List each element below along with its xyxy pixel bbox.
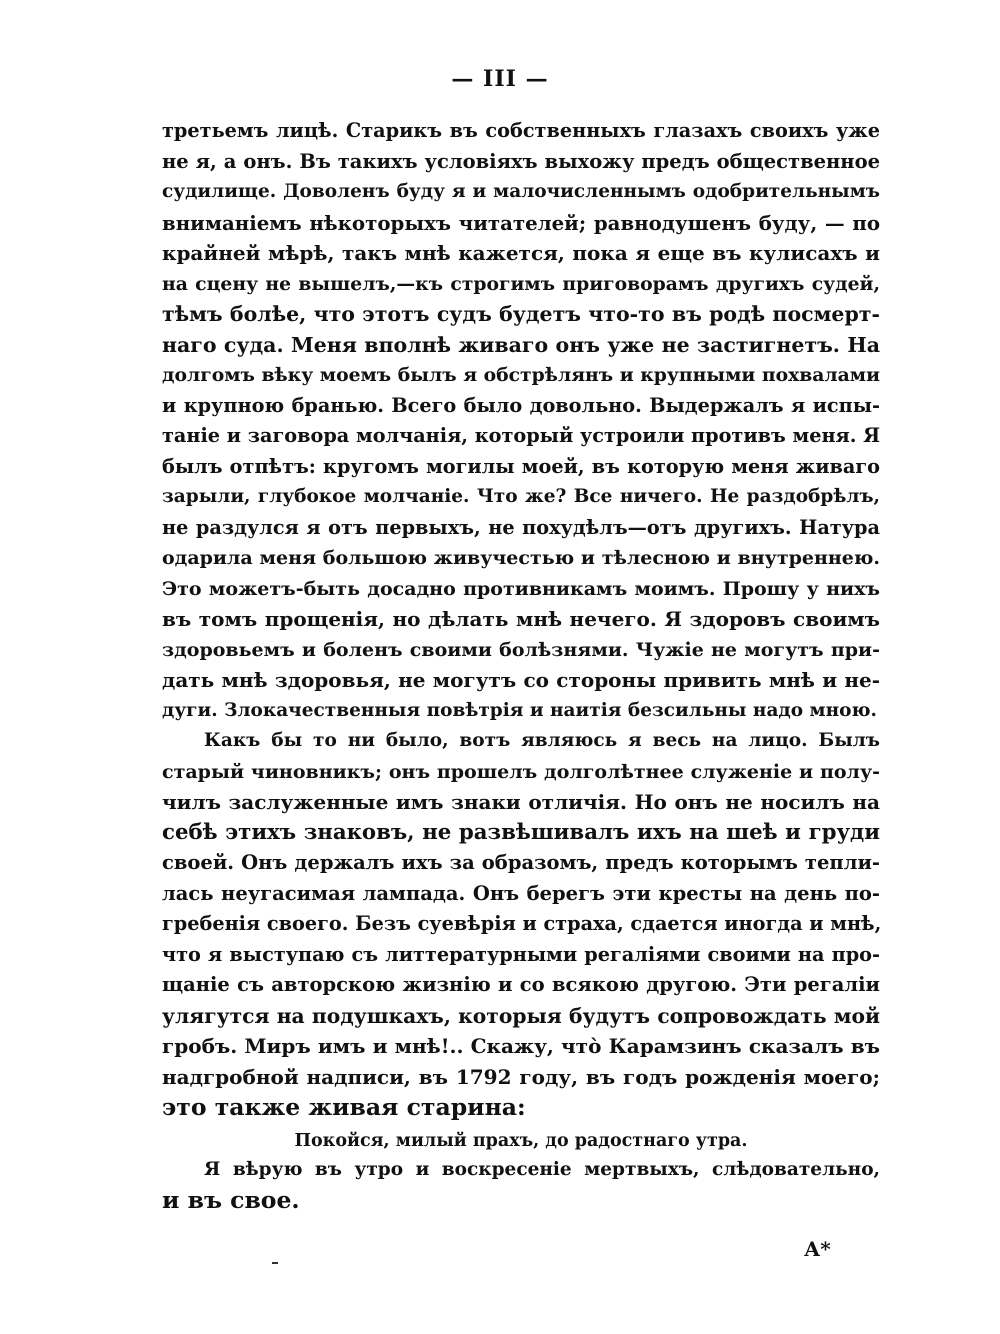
- text-line: на сцену не вышелъ,—къ строгимъ приговорамъ другихъ судей,: [162, 272, 880, 295]
- text-line: таніе и заговора молчанія, который устроили противъ меня. Я: [162, 424, 881, 447]
- text-line: долгомъ вѣку моемъ былъ я обстрѣлянъ и крупными похвалами: [162, 364, 880, 386]
- text-line: третьемъ лицѣ. Старикъ въ собственныхъ глазахъ своихъ уже: [162, 119, 880, 142]
- text-line: улягутся на подушкахъ, которыя будутъ сопровождать мой: [162, 1003, 880, 1028]
- text-line: Какъ бы то ни было, вотъ являюсь я весь на лицо. Былъ: [204, 730, 880, 751]
- text-line: не я, а онъ. Въ такихъ условіяхъ выхожу предъ общественное: [162, 149, 880, 173]
- verse-line: Покойся, милый прахъ, до радостнаго утра.: [294, 1130, 748, 1151]
- body-text: [162, 116, 880, 1216]
- text-line: гробъ. Миръ имъ и мнѣ!.. Скажу, что̀ Карамзинъ сказалъ въ: [162, 1034, 880, 1058]
- text-line: своей. Онъ держалъ ихъ за образомъ, предъ которымъ тепли-: [162, 851, 880, 874]
- text-line: это также живая старина:: [162, 1093, 526, 1121]
- text-line: что я выступаю съ литтературными регаліями своими на про-: [162, 942, 880, 966]
- text-line: въ томъ прощенія, но дѣлать мнѣ нечего. Я здоровъ своимъ: [162, 607, 880, 631]
- text-line: дуги. Злокачественныя повѣтрія и наитія безсильны надо мною.: [162, 699, 877, 721]
- text-line: чилъ заслуженные имъ знаки отличія. Но онъ не носилъ на: [162, 790, 880, 814]
- text-line: крайней мѣрѣ, такъ мнѣ кажется, пока я еще въ кулисахъ и: [162, 241, 880, 265]
- text-line: себѣ этихъ знаковъ, не развѣшивалъ ихъ на шеѣ и груди: [162, 819, 880, 845]
- text-line: щаніе съ авторскою жизнію и со всякою другою. Эти регаліи: [162, 973, 880, 996]
- text-line: судилище. Доволенъ буду я и малочисленнымъ одобрительнымъ: [162, 181, 880, 202]
- text-line: одарила меня большою живучестью и тѣлесною и внутреннею.: [162, 547, 880, 569]
- text-line: гребенія своего. Безъ суевѣрія и страха, сдается иногда и мнѣ,: [162, 912, 882, 935]
- text-line: не раздулся я отъ первыхъ, не похудѣлъ—отъ другихъ. Натура: [162, 515, 880, 539]
- text-line: Это можетъ-быть досадно противникамъ моимъ. Прошу у нихъ: [162, 577, 880, 600]
- text-line: надгробной надписи, въ 1792 году, въ годъ рожденія моего;: [162, 1064, 880, 1089]
- text-line: зарыли, глубокое молчаніе. Что же? Все ничего. Не раздобрѣлъ,: [162, 486, 880, 507]
- signature-mark: А*: [804, 1237, 831, 1261]
- text-line: дать мнѣ здоровья, не могутъ со стороны привить мнѣ и не-: [162, 668, 880, 692]
- text-line: наго суда. Меня вполнѣ живаго онъ уже не застигнетъ. На: [162, 332, 880, 357]
- text-line: вниманіемъ нѣкоторыхъ читателей; равнодушенъ буду, — по: [162, 210, 880, 235]
- page-number: — III —: [451, 66, 549, 92]
- text-line: здоровьемъ и боленъ своими болѣзнями. Чужіе не могутъ при-: [162, 638, 880, 661]
- text-line: старый чиновникъ; онъ прошелъ долголѣтнее служеніе и полу-: [162, 760, 880, 783]
- text-line: и въ свое.: [162, 1186, 300, 1214]
- text-line: былъ отпѣтъ: кругомъ могилы моей, въ которую меня живаго: [162, 454, 880, 478]
- text-line: Я вѣрую въ утро и воскресеніе мертвыхъ, слѣдовательно,: [204, 1158, 880, 1180]
- text-line: и крупною бранью. Всего было довольно. Выдержалъ я испы-: [162, 393, 880, 417]
- text-line: лась неугасимая лампада. Онъ берегъ эти кресты на день по-: [162, 881, 880, 905]
- print-mark: [272, 1262, 278, 1264]
- text-line: тѣмъ болѣе, что этотъ судъ будетъ что-то въ родѣ посмерт-: [162, 302, 880, 326]
